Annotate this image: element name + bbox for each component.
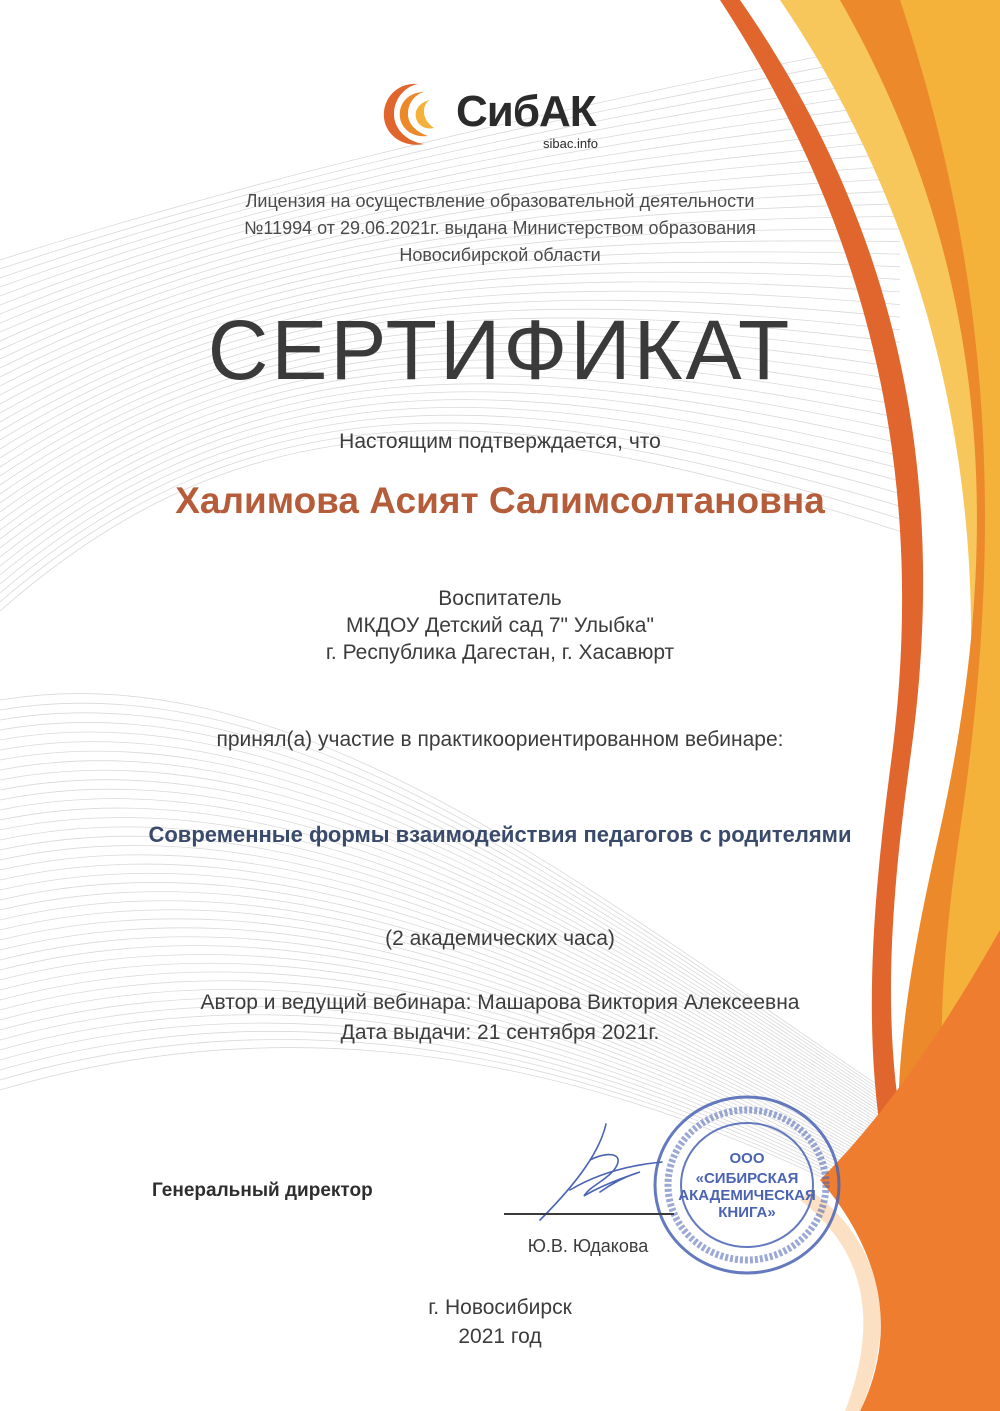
logo-site: sibac.info [543, 136, 598, 151]
license-line-1: Лицензия на осуществление образовательной деятельности [245, 191, 755, 211]
stamp-name-line-2: АКАДЕМИЧЕСКАЯ [678, 1187, 816, 1204]
recipient-name: Халимова Асият Салимсолтановна [175, 480, 825, 521]
license-line-2: №11994 от 29.06.2021г. выдана Министерством образования [244, 218, 756, 238]
webinar-topic: Современные формы взаимодействия педагогов с родителями [148, 822, 852, 847]
issue-date: Дата выдачи: 21 сентября 2021г. [340, 1021, 660, 1044]
stamp-name-line-3: КНИГА» [718, 1204, 776, 1221]
recipient-organization: МКДОУ Детский сад 7" Улыбка" [346, 614, 654, 637]
license-line-3: Новосибирской области [399, 245, 601, 265]
logo-name: СибАК [456, 87, 596, 136]
city-year [0, 1293, 1000, 1351]
recipient-role: Воспитатель [438, 587, 562, 610]
issue-city: г. Новосибирск [428, 1296, 572, 1319]
confirm-text: Настоящим подтверждается, что [339, 430, 661, 453]
academic-hours: (2 академических часа) [385, 927, 615, 950]
recipient-location: г. Республика Дагестан, г. Хасавюрт [325, 641, 675, 664]
signature-line [504, 1213, 674, 1215]
stamp-name [647, 1170, 847, 1221]
license-text [0, 188, 1000, 269]
swirl-logo-icon [378, 78, 454, 150]
stamp-name-line-1: «СИБИРСКАЯ [695, 1170, 799, 1187]
issue-year: 2021 год [458, 1325, 542, 1348]
author-block [0, 988, 1000, 1048]
director-title: Генеральный директор [152, 1180, 373, 1201]
company-stamp [647, 1090, 847, 1280]
participation-text: принял(а) участие в практикоориентированном вебинаре: [216, 728, 784, 751]
logo [378, 78, 618, 158]
certificate-title: СЕРТИФИКАТ [207, 303, 793, 397]
stamp-ooo: ООО [729, 1150, 765, 1167]
webinar-author: Автор и ведущий вебинара: Машарова Виктория Алексеевна [200, 991, 800, 1014]
recipient-position [0, 585, 1000, 666]
signer-name: Ю.В. Юдакова [527, 1236, 649, 1256]
